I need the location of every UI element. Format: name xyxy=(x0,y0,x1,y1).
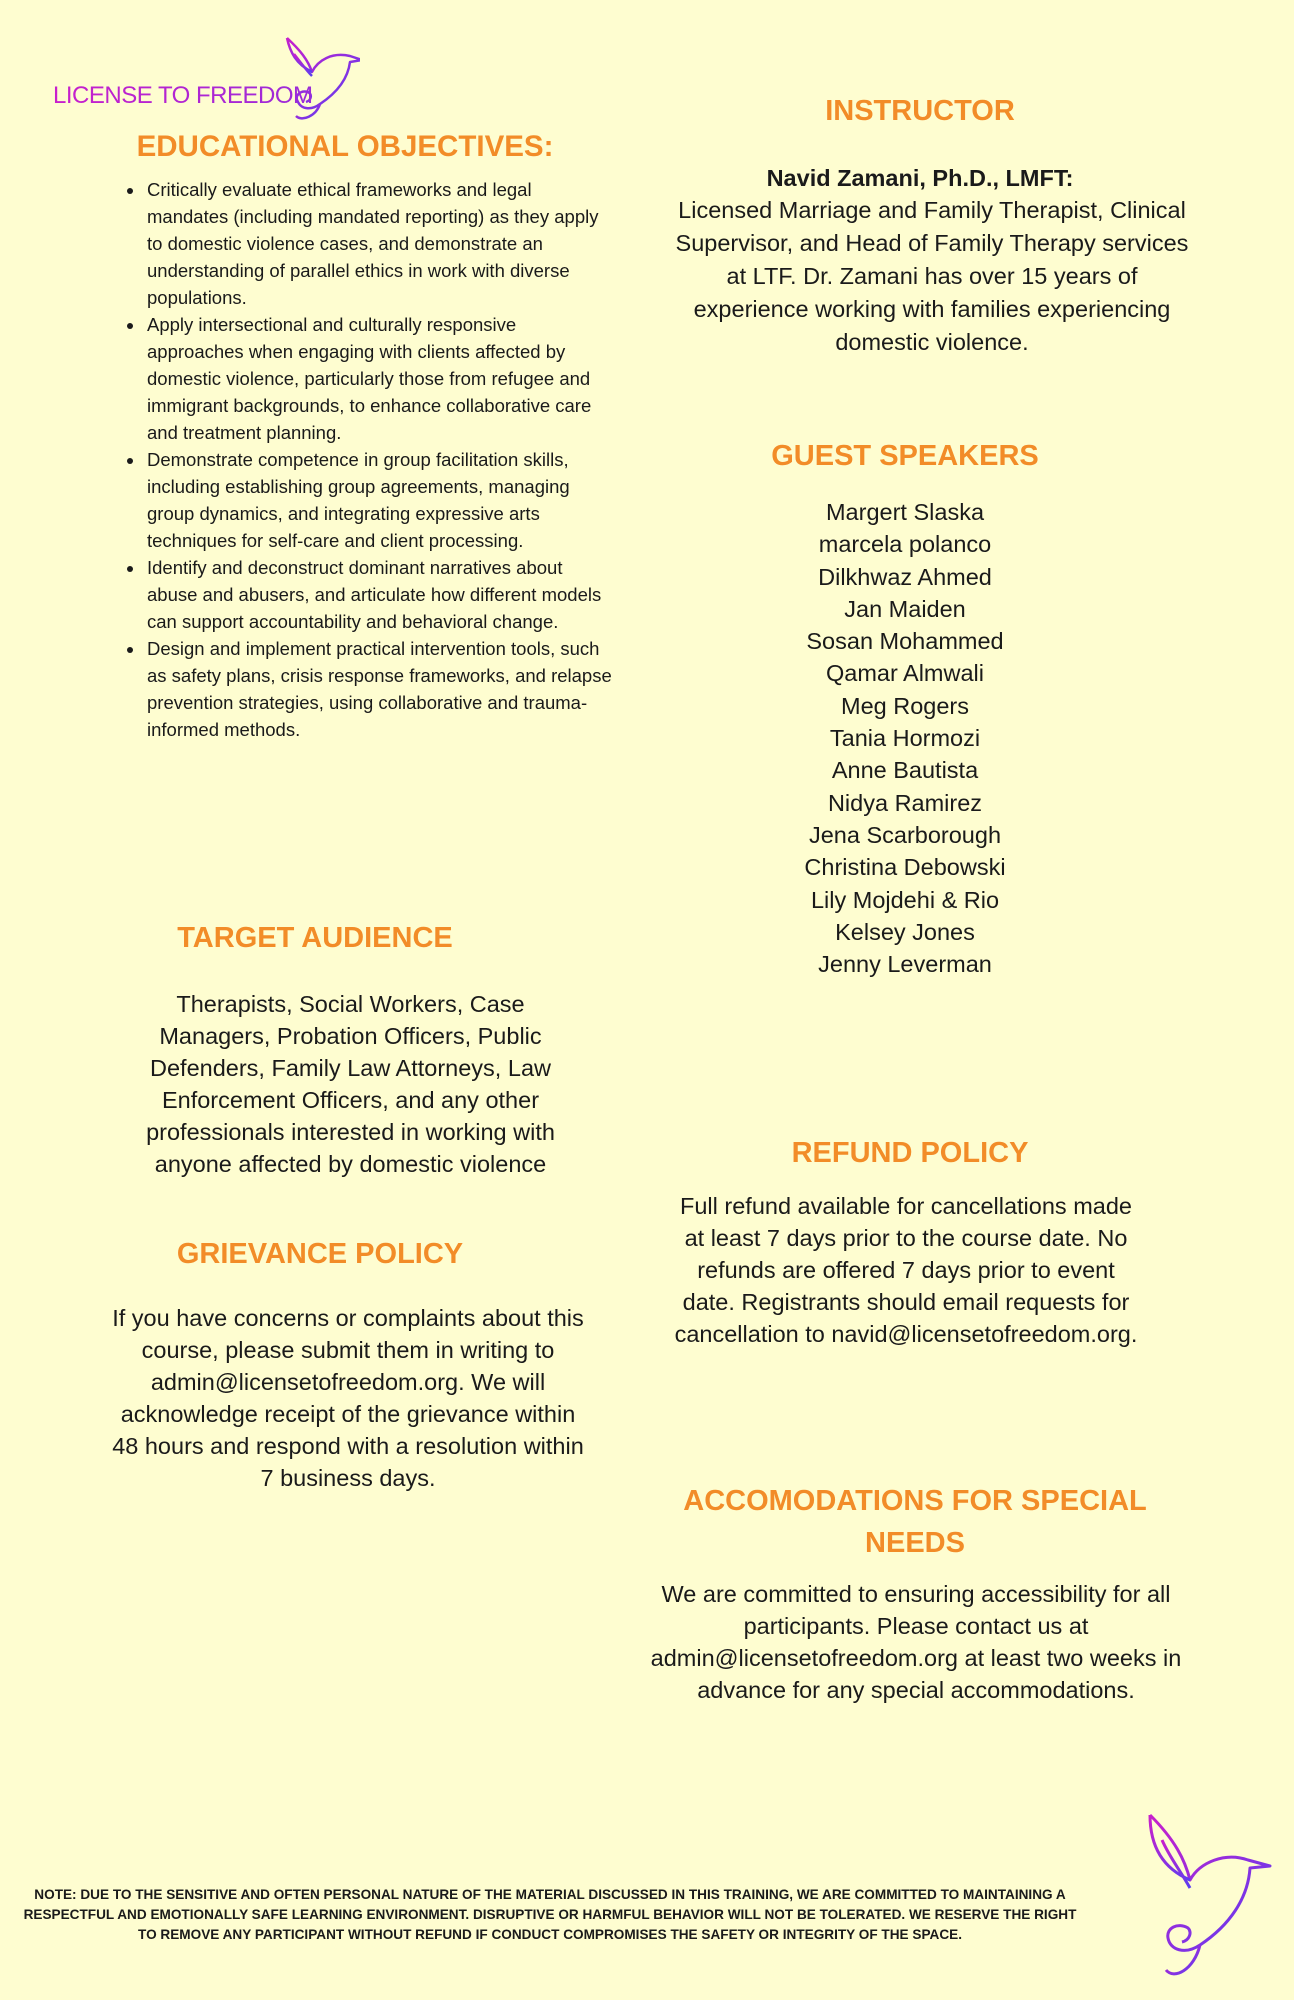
list-item: Jan Maiden xyxy=(844,595,966,622)
speakers-list xyxy=(760,496,1050,980)
audience-heading: TARGET AUDIENCE xyxy=(177,922,453,954)
list-item: Tania Hormozi xyxy=(829,725,981,752)
logo-text: LICENSE TO FREEDOM xyxy=(53,82,313,109)
list-item: Nidya Ramirez xyxy=(827,789,983,816)
list-item: Jena Scarborough xyxy=(808,821,1002,848)
instructor-bio: Licensed Marriage and Family Therapist, Clinical Supervisor, and Head of Family Therapy services at LTF. Dr. Zamani has over 15 years of experience working with families experiencing domestic violence. xyxy=(675,197,1189,355)
list-item: Margert Slaska xyxy=(825,499,985,525)
list-item: • Critically evaluate ethical frameworks and legal mandates (including mandated reporting) as they apply to domestic violence cases, and demonstrate an understanding of parallel ethics in work with diverse populations. xyxy=(145,176,615,311)
footer-note: NOTE: DUE TO THE SENSITIVE AND OFTEN PERSONAL NATURE OF THE MATERIAL DISCUSSED IN THIS TRAINING, WE ARE COMMITTED TO MAINTAINING A RESPECTFUL AND EMOTIONALLY SAFE LEARNING ENVIRONMENT. DISRUPTIVE OR HARMFUL BEHAVIOR WILL NOT BE TOLERATED. WE RESERVE THE RIGHT TO REMOVE ANY PARTICIPANT WITHOUT REFUND IF CONDUCT COMPROMISES THE SAFETY OR INTEGRITY OF THE SPACE. xyxy=(23,1887,1077,1942)
objectives-list xyxy=(125,176,615,743)
list-item: • Apply intersectional and culturally responsive approaches when engaging with clients affected by domestic violence, particularly those from refugee and immigrant backgrounds, to enhance collaborative care and treatment planning. xyxy=(145,311,615,446)
audience-text: Therapists, Social Workers, Case Managers, Probation Officers, Public Defenders, Family Law Attorneys, Law Enforcement Officers, and any other professionals interested in working with anyone affected by domestic violence xyxy=(146,991,555,1177)
instructor-name: Navid Zamani, Ph.D., LMFT: xyxy=(766,165,1074,191)
dove-icon xyxy=(1130,1810,1275,1990)
list-item: Dilkhwaz Ahmed xyxy=(818,563,992,590)
list-item: Christina Debowski xyxy=(804,854,1006,881)
grievance-text: If you have concerns or complaints about this course, please submit them in writing to admin@licensetofreedom.org. We will acknowledge receipt of the grievance within 48 hours and respond with a resolution within 7 business days. xyxy=(112,1305,584,1491)
list-item: Jenny Leverman xyxy=(818,951,992,978)
accommodations-heading: ACCOMODATIONS FOR SPECIAL NEEDS xyxy=(683,1485,1147,1559)
grievance-heading: GRIEVANCE POLICY xyxy=(176,1238,464,1270)
accommodations-text: We are committed to ensuring accessibility for all participants. Please contact us at admin@licensetofreedom.org at least two weeks in advance for any special accommodations. xyxy=(650,1581,1182,1703)
list-item: • Demonstrate competence in group facilitation skills, including establishing group agreements, managing group dynamics, and integrating expressive arts techniques for self-care and client processing. xyxy=(145,446,615,554)
list-item: Kelsey Jones xyxy=(835,918,975,945)
speakers-heading: GUEST SPEAKERS xyxy=(771,440,1039,472)
list-item: • Design and implement practical intervention tools, such as safety plans, crisis response frameworks, and relapse prevention strategies, using collaborative and trauma-informed methods. xyxy=(145,635,615,743)
instructor-heading: INSTRUCTOR xyxy=(825,95,1015,127)
list-item: Meg Rogers xyxy=(841,692,969,719)
list-item: Anne Bautista xyxy=(831,757,979,784)
refund-text: Full refund available for cancellations made at least 7 days prior to the course date. No refunds are offered 7 days prior to event date. Registrants should email requests for cancellation to navid@licensetofreedom.org. xyxy=(674,1193,1138,1347)
objectives-heading: EDUCATIONAL OBJECTIVES: xyxy=(136,130,554,163)
list-item: Lily Mojdehi & Rio xyxy=(810,886,1000,913)
list-item: Sosan Mohammed xyxy=(806,628,1004,655)
list-item: Qamar Almwali xyxy=(825,660,984,687)
list-item: • Identify and deconstruct dominant narratives about abuse and abusers, and articulate how different models can support accountability and behavioral change. xyxy=(145,554,615,635)
refund-heading: REFUND POLICY xyxy=(791,1137,1029,1169)
list-item: marcela polanco xyxy=(818,531,992,558)
